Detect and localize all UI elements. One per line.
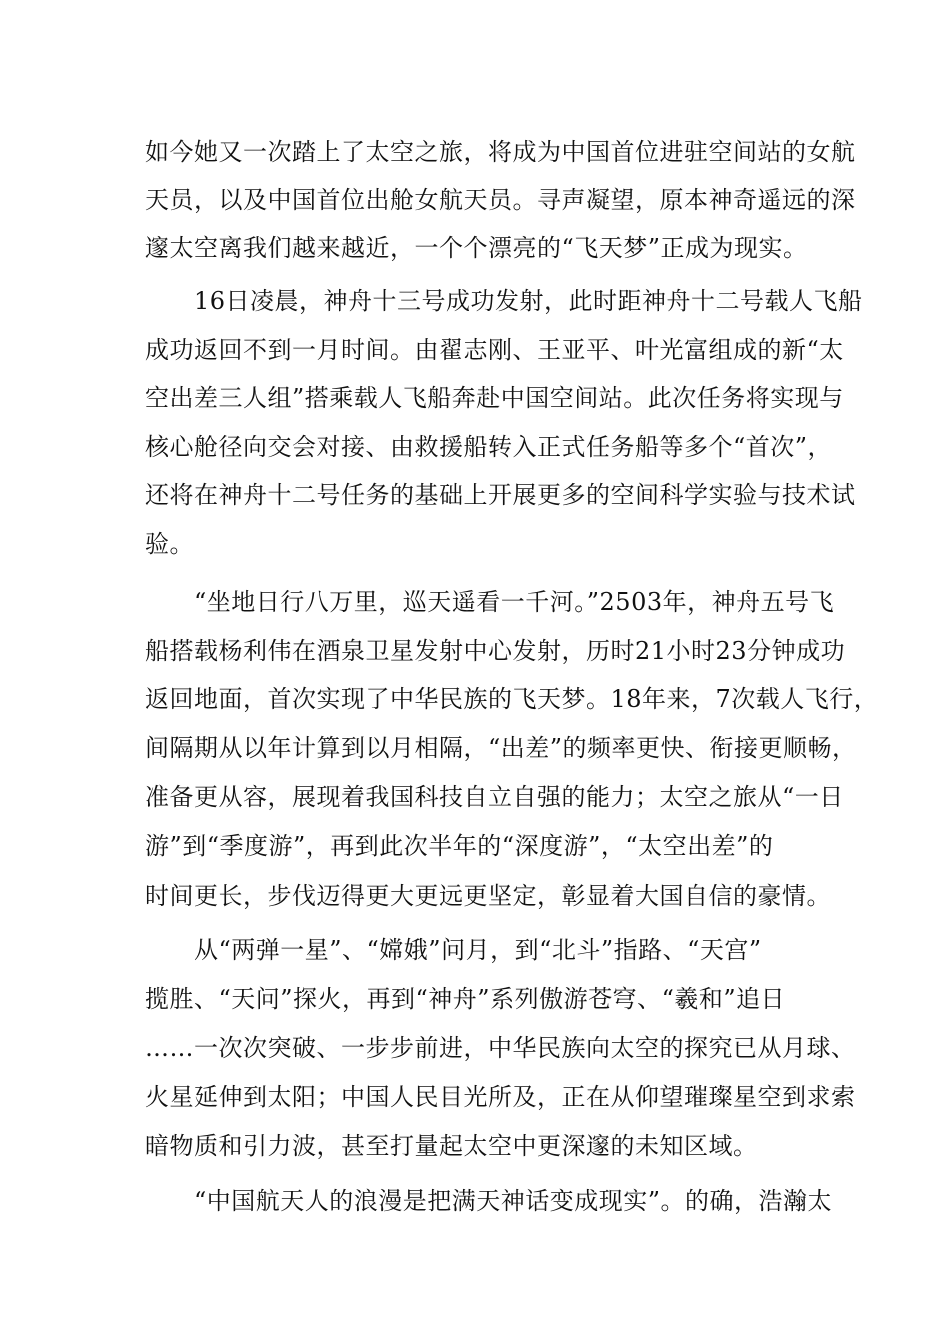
text-line-22: “中国航天人的浪漫是把满天神话变成现实”。的确，浩瀚太 [194,1187,833,1215]
text-line-3: 邃太空离我们越来越近，一个个漂亮的“飞天梦”正成为现实。 [145,234,808,262]
text-line-16: 时间更长，步伐迈得更大更远更坚定，彰显着大国自信的豪情。 [145,882,831,910]
text-line-7: 核心舱径向交会对接、由救援船转入正式任务船等多个“首次”， [145,433,833,461]
text-line-4: 16日凌晨，神舟十三号成功发射，此时距神舟十二号载人飞船 [194,287,863,315]
text-line-5: 成功返回不到一月时间。由翟志刚、王亚平、叶光富组成的新“太 [145,336,844,364]
text-line-11: 船搭载杨利伟在酒泉卫星发射中心发射，历时21小时23分钟成功 [145,637,846,665]
text-line-18: 揽胜、“天问”探火，再到“神舟”系列傲游苍穹、“羲和”追日 [145,985,786,1013]
text-line-15: 游”到“季度游”，再到此次半年的“深度游”，“太空出差”的 [145,832,774,860]
text-line-12: 返回地面，首次实现了中华民族的飞天梦。18年来，7次载人飞行， [145,685,879,713]
text-line-20: 火星延伸到太阳；中国人民目光所及，正在从仰望璀璨星空到求索 [145,1083,856,1111]
text-line-6: 空出差三人组”搭乘载人飞船奔赴中国空间站。此次任务将实现与 [145,384,844,412]
text-line-10: “坐地日行八万里，巡天遥看一千河。”2503年，神舟五号飞 [194,588,835,616]
text-line-17: 从“两弹一星”、“嫦娥”问月，到“北斗”指路、“天宫” [194,936,762,964]
text-line-8: 还将在神舟十二号任务的基础上开展更多的空间科学实验与技术试 [145,481,856,509]
text-line-9: 验。 [145,530,194,558]
text-line-21: 暗物质和引力波，甚至打量起太空中更深邃的未知区域。 [145,1132,758,1160]
text-line-19: ……一次次突破、一步步前进，中华民族向太空的探究已从月球、 [145,1034,856,1062]
text-line-2: 天员，以及中国首位出舱女航天员。寻声凝望，原本神奇遥远的深 [145,186,856,214]
text-line-13: 间隔期从以年计算到以月相隔，“出差”的频率更快、衔接更顺畅， [145,734,857,762]
text-line-1: 如今她又一次踏上了太空之旅，将成为中国首位进驻空间站的女航 [145,138,856,166]
text-line-14: 准备更从容，展现着我国科技自立自强的能力；太空之旅从“一日 [145,783,844,811]
